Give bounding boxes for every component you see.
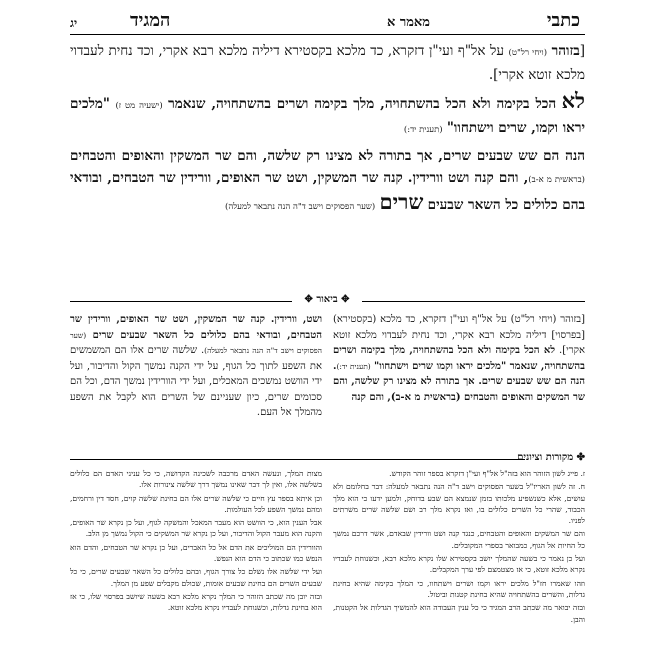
- biur-col1-bold: ושט, וורידין. קנה שר המשקין, ושט שר האופים, וורידין שר הטבחים, ובודאי בהם כלולים כל השאר שבעים שרים: [70, 314, 322, 341]
- mekorot-columns: [70, 468, 585, 648]
- biur-col1-ref: (שער הפסוקים וישב ד"ה הנה נתבאר למעלה): [70, 330, 322, 355]
- main-ref-1: (ישעיה מט ז): [115, 101, 163, 111]
- mekorot-label: ✤ מקורות וציונים: [511, 452, 585, 463]
- biur-col2-ref: (תענית יד:): [336, 361, 371, 371]
- zohar-ref: (ויחי רל"ט): [508, 48, 548, 58]
- second-paragraph: [70, 145, 585, 218]
- biur-col2-bold: לא הכל בקימה ולא הכל בהשתחויה, מלך בקימה ושרים בהשתחויה, שנאמר "מלכים יראו וקמו שרים וישתחוו": [333, 345, 585, 372]
- header-rule: [70, 34, 585, 35]
- running-title-right: כתבי: [546, 10, 580, 31]
- biur-label: ✥ ביאור ✥: [292, 294, 362, 305]
- mekorot-paragraph: ז. פייג לשון הזוהר הוא בזה"ל אל"ף ועי"ן דזקרא בספר זוהר הקודש.: [389, 469, 585, 478]
- main-paragraph: [70, 90, 585, 141]
- biur-divider: [70, 294, 585, 308]
- mekorot-column-left: [70, 468, 322, 648]
- mekorot-paragraph: אבל הענין הוא, כי הוושט הוא מעבר המאכל והמשקה לגוף, ועל כן נקרא שר האופים, והקנה הוא מעבר הקול והדיבור, ועל כן נקרא שר המשקים כי הקול נמשך מן הלב.: [70, 518, 322, 539]
- biur-col2-text-2: . הנה הם שש שבעים שרים. אך בתורה לא מצינו רק שלשה, והם שר המשקים והאופים והטבחים (בראשית מ א-ב), והם קנה: [333, 360, 585, 403]
- biur-col1-text: . שלשה שרים אלו הם המשמשים את השפע לתוך כל הגוף, על ידי הקנה נמשך הקול והדיבור, ועל ידי הוושט נמשכים המאכלים, ועל ידי הוורידין נמשך הדם, וכל הם סכומים שרים, כיון שעניינם של השרים הוא לקבל את השפע מהמלך אל העם.: [70, 345, 322, 418]
- main-text-3: , והם קנה ושט וורידין. קנה שר המשקין, ושט שר האופים, וורידין שר הטבחים, ובודאי בהם כלולים כל השאר שבעים: [70, 170, 585, 213]
- mekorot-paragraph: והם שר המשקים והאופים והטבחים, כנגד קנה ושט וורידין שבאדם, אשר דרכם נמשך כל החיות אל הגוף, כמבואר בספרי המקובלים.: [333, 529, 585, 550]
- main-ref-4: (שער הפסוקים וישב ד"ה הנה נתבאר למעלה): [225, 202, 376, 212]
- mekorot-rule-line: [70, 459, 525, 460]
- mekorot-column-right: [333, 468, 585, 648]
- main-ref-3: (בראשית מ א-ב): [528, 175, 585, 185]
- mekorot-paragraph: ועל ידי שלשה אלו נשלם כל צורך הגוף, ובהם כלולים כל השאר שבעים שרים, כי כל שבעים השרים הם בחינת שבעים אומות, שכולם מקבלים שפע מן המלך.: [70, 567, 322, 588]
- main-text-1: הכל בקימה ולא הכל בהשתחויה, מלך בקימה ושרים בהשתחויה, שנאמר: [168, 96, 557, 112]
- biur-column-right: [333, 312, 585, 452]
- zohar-text: על אל"ף ועי"ן דזקרא, כד מלכא בקסטירא דיליה מלכא רבא אקרי, וכד נחית לעבדוי מלכא זוטא אקרי].: [70, 43, 585, 83]
- page-header: [70, 6, 580, 34]
- section-title: מאמר א: [386, 15, 430, 30]
- main-ref-2: (תענית יד:): [403, 125, 443, 135]
- mekorot-paragraph: מצות המלך, ונעשה האדם מרכבה לשכינה הקדושה, כי כל עניני האדם הם כלולים בשלשה אלו, ואין לך דבר שאינו נמשך דרך שלשה צינורות אלו.: [70, 469, 322, 490]
- main-text: [70, 40, 585, 285]
- mekorot-paragraph: וכן איתא בספר עץ חיים כי שלשה שרים אלו הם בחינת שלשה קוים, חסד דין ורחמים, ומהם נמשך השפע לכל העולמות.: [70, 493, 322, 514]
- opening-word: לא: [561, 88, 585, 113]
- biur-label-text: ביאור: [316, 294, 338, 305]
- biur-column-left: [70, 312, 322, 452]
- mekorot-paragraph: ובזה יבואר מה שכתב הרב המגיד כי כל ענין העבודה הוא להמשיך הגדלות אל הקטנות, והבן.: [333, 603, 585, 624]
- main-quote: "מלכים יראו וקמו, שרים וישתחוו": [70, 96, 585, 136]
- zohar-word: בזוהר: [551, 43, 580, 59]
- mekorot-paragraph: ח. זה לשון האריז"ל בשער הפסוקים וישב ד"ה הנה נתבאר למעלה: דבר בחלומם ולא עושים, אלא כשנשפיע מלכותו בזמן שנמצא הם שבע בדוחק, ולמען ידעו כי הוא מלך הכבוד, שהרי כל השרים כלולים בו, ואז נקרא מלך רב ושם שלשה שרים משרתים לפניו.: [333, 482, 585, 526]
- closing-word: שרים: [379, 189, 424, 214]
- main-text-2: הנה הם שש שבעים שרים, אך בתורה לא מצינו רק שלשה, והם שר המשקין והאופים והטבחים: [70, 148, 585, 164]
- mekorot-paragraph: ובזה יובן מה שכתב הזוהר כי המלך נקרא מלכא רבא בשעה שיושב בפרסוי שלו, כי אז הוא בחינת גדלות, וכשנוחת לעבדיו נקרא מלכא זוטא.: [70, 591, 322, 613]
- running-title-left: המגיד: [130, 10, 171, 31]
- page-number: יג: [70, 16, 78, 30]
- mekorot-paragraph: ועל כן נאמר כי בשעה שהמלך יושב בקסטירא שלו נקרא מלכא רבא, וכשנוחת לעבדיו נקרא מלכא זוטא, כי אז מצטמצם לפי ערך המקבלים.: [333, 554, 585, 575]
- biur-columns: [70, 312, 585, 452]
- mekorot-paragraph: והוורידין הם המוליכים את הדם אל כל האברים, ועל כן נקרא שר הטבחים, והדם הוא הנפש כמו שכתוב כי הדם הוא הנפש.: [70, 542, 322, 564]
- mekorot-label-text: מקורות וציונים: [517, 452, 574, 463]
- zohar-paragraph: [בזוהר (ויחי רל"ט) על אל"ף ועי"ן דזקרא, כד מלכא בקסטירא דיליה מלכא רבא אקרי, וכד נחית לעבדוי מלכא זוטא אקרי].: [70, 43, 585, 83]
- mekorot-paragraph: וזהו שאמרו חז"ל מלכים יראו וקמו ושרים וישתחוו, כי המלך בקימה שהיא בחינת גדלות, והשרים בהשתחויה שהיא בחינת קטנות וביטול.: [333, 578, 585, 599]
- biur-col2-text-1: [בזוהר (ויחי רל"ט) על אל"ף ועי"ן דזקרא, כד מלכא (בקסטירא) [בפרסוי] דיליה מלכא רבא אקרי, וכד נחית לעבדוי מלכא זוטא אקרי].: [333, 314, 585, 356]
- mekorot-header: [70, 452, 585, 466]
